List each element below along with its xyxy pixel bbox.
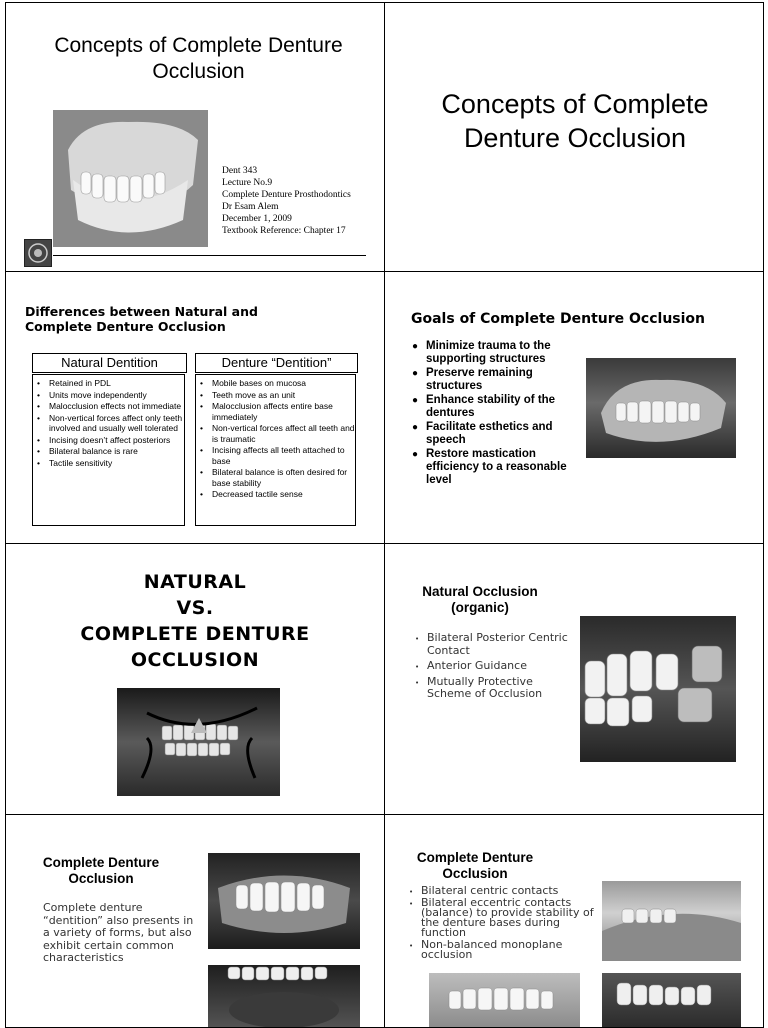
slide-7: [5, 814, 385, 1028]
list-item: • Non-vertical forces affect only teeth involved and usually well tolerated: [33, 413, 184, 434]
list-item: • Bilateral eccentric contacts (balance) to provide stability of the denture bases during function: [407, 898, 597, 938]
list-item: ● Restore mastication efficiency to a reasonable level: [412, 448, 572, 487]
meta-line: Textbook Reference: Chapter 17: [222, 226, 346, 236]
list-item: • Retained in PDL: [33, 378, 184, 389]
natural-teeth-photo: [580, 616, 736, 762]
slide-5-heading: [6, 569, 384, 673]
denture-dentition-header: Denture “Dentition”: [195, 353, 358, 373]
list-item: • Mutually Protective Scheme of Occlusion: [413, 676, 573, 701]
complete-denture-list: [407, 886, 597, 963]
slide-2-title: Concepts of Complete Denture Occlusion: [441, 89, 709, 153]
goals-list: [412, 340, 572, 488]
denture-photo: [53, 110, 208, 247]
denture-dentition-box: [195, 374, 356, 526]
title-line: (organic): [451, 600, 509, 615]
slide-5: [5, 543, 385, 815]
list-item: • Teeth move as an unit: [196, 390, 355, 401]
title-line: Natural Occlusion: [422, 584, 538, 599]
slide-1-meta: [222, 165, 351, 237]
slide-6-title: [405, 584, 555, 616]
list-item: ● Facilitate esthetics and speech: [412, 421, 572, 447]
divider-line: [53, 255, 366, 256]
heading-line: VS.: [176, 597, 214, 619]
denture-smile-photo: [208, 853, 360, 949]
denture-model-photo: [429, 973, 580, 1028]
title-line: Occlusion: [442, 866, 508, 881]
list-item: • Non-vertical forces affect all teeth and is traumatic: [196, 423, 355, 444]
list-item: • Malocclusion effects not immediate: [33, 401, 184, 412]
slide-6: [384, 543, 764, 815]
list-item: • Bilateral balance is rare: [33, 446, 184, 457]
list-item: ● Preserve remaining structures: [412, 367, 572, 393]
list-item: • Mobile bases on mucosa: [196, 378, 355, 389]
slide-1: [5, 2, 385, 272]
list-item: • Non-balanced monoplane occlusion: [407, 940, 597, 960]
centric-contact-photo: [602, 881, 741, 961]
title-line: Occlusion: [68, 871, 134, 886]
slide-4-title: Goals of Complete Denture Occlusion: [411, 311, 705, 327]
denture-set-photo: [586, 358, 736, 458]
list-item: • Incising doesn’t affect posteriors: [33, 435, 184, 446]
university-logo-icon: [24, 239, 52, 267]
eccentric-contact-photo: [602, 973, 741, 1028]
slide-2: [384, 2, 764, 272]
list-item: • Bilateral balance is often desired for base stability: [196, 467, 355, 488]
meta-line: Dent 343: [222, 166, 258, 176]
skull-occlusion-image: [117, 688, 280, 796]
open-mouth-photo: [208, 965, 360, 1028]
slide-3-title: Differences between Natural and Complete Denture Occlusion: [25, 304, 258, 334]
slide-8: [384, 814, 764, 1028]
slide-8-title: [400, 850, 550, 882]
slide-3: [5, 271, 385, 544]
heading-line: NATURAL: [143, 571, 247, 593]
natural-occlusion-list: [413, 632, 573, 704]
list-item: • Malocclusion affects entire base immediately: [196, 401, 355, 422]
meta-line: December 1, 2009: [222, 214, 292, 224]
slide-4: [384, 271, 764, 544]
slide-1-title: Concepts of Complete Denture Occlusion: [54, 34, 343, 83]
list-item: ● Enhance stability of the dentures: [412, 394, 572, 420]
list-item: • Units move independently: [33, 390, 184, 401]
meta-line: Complete Denture Prosthodontics: [222, 190, 351, 200]
slide-7-title: [26, 855, 176, 887]
list-item: • Tactile sensitivity: [33, 458, 184, 469]
title-line: Complete Denture: [42, 855, 160, 870]
title-line: Complete Denture: [416, 850, 534, 865]
list-item: • Incising affects all teeth attached to base: [196, 445, 355, 466]
heading-line: COMPLETE DENTURE: [80, 623, 310, 645]
meta-line: Lecture No.9: [222, 178, 273, 188]
list-item: • Bilateral centric contacts: [407, 886, 597, 896]
meta-line: Dr Esam Alem: [222, 202, 279, 212]
heading-line: OCCLUSION: [130, 649, 260, 671]
list-item: • Bilateral Posterior Centric Contact: [413, 632, 573, 657]
natural-dentition-box: [32, 374, 185, 526]
list-item: • Decreased tactile sense: [196, 489, 355, 500]
slide-7-body: Complete denture “dentition” also presents in a variety of forms, but also exhibit certain common characteristics: [43, 901, 194, 964]
list-item: • Anterior Guidance: [413, 660, 573, 673]
list-item: ● Minimize trauma to the supporting structures: [412, 340, 572, 366]
natural-dentition-header: Natural Dentition: [32, 353, 187, 373]
